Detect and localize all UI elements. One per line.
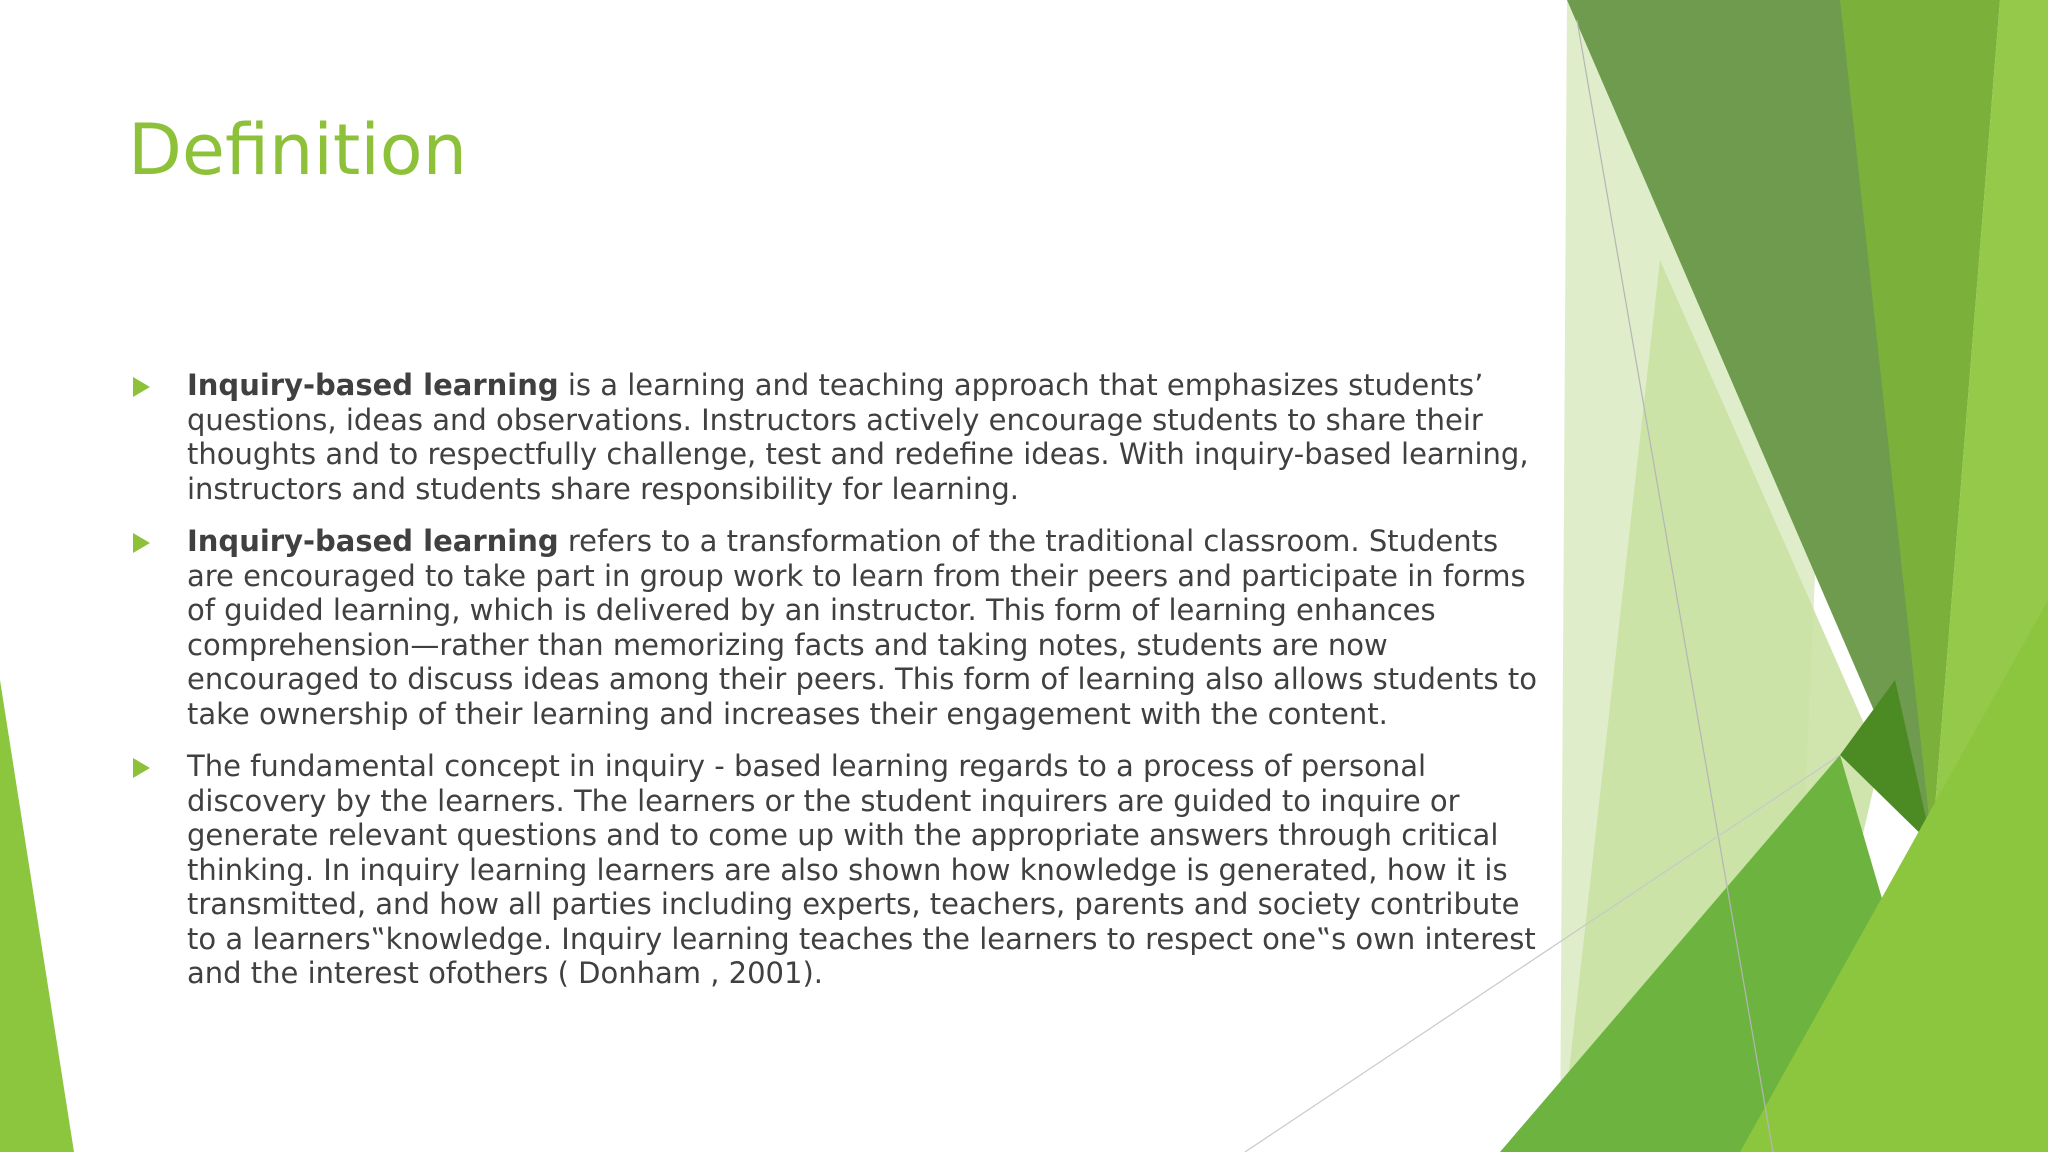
bullet-text: is a learning and teaching approach that emphasizes students’ questions, ideas and observations. Instructors actively encourage students to share their thoughts and to respectfully challenge, test and redefine ideas. With inquiry-based learning, instructors and students share responsibility for learning. bbox=[187, 368, 1529, 506]
bullet-text: refers to a transformation of the traditional classroom. Students are encouraged to take part in group work to learn from their peers and participate in forms of guided learning, which is delivered by an instructor. This form of learning enhances comprehension—rather than memorizing facts and taking notes, students are now encouraged to discuss ideas among their peers. This form of learning also allows students to take ownership of their learning and increases their engagement with the content. bbox=[187, 524, 1537, 731]
bullet-text: The fundamental concept in inquiry - based learning regards to a process of personal discovery by the learners. The learners or the student inquirers are guided to inquire or generate relevant questions and to come up with the appropriate answers through critical thinking. In inquiry learning learners are also shown how knowledge is generated, how it is transmitted, and how all parties including experts, teachers, parents and society contribute to a learners‟knowledge. Inquiry learning teaches the learners to respect one‟s own interest and the interest ofothers ( Donham , 2001). bbox=[187, 749, 1536, 990]
bold-term: Inquiry-based learning bbox=[187, 524, 559, 558]
left-green-shape bbox=[0, 680, 74, 1152]
bullet-item bbox=[128, 524, 1548, 731]
bullet-list bbox=[128, 368, 1548, 1009]
bullet-item bbox=[128, 749, 1548, 991]
bold-term: Inquiry-based learning bbox=[187, 368, 559, 402]
triangle-bullet-icon bbox=[133, 377, 150, 397]
slide-title: Definition bbox=[128, 109, 467, 191]
triangle-bullet-icon bbox=[133, 758, 150, 778]
triangle-bullet-icon bbox=[133, 533, 150, 553]
bullet-item bbox=[128, 368, 1548, 506]
